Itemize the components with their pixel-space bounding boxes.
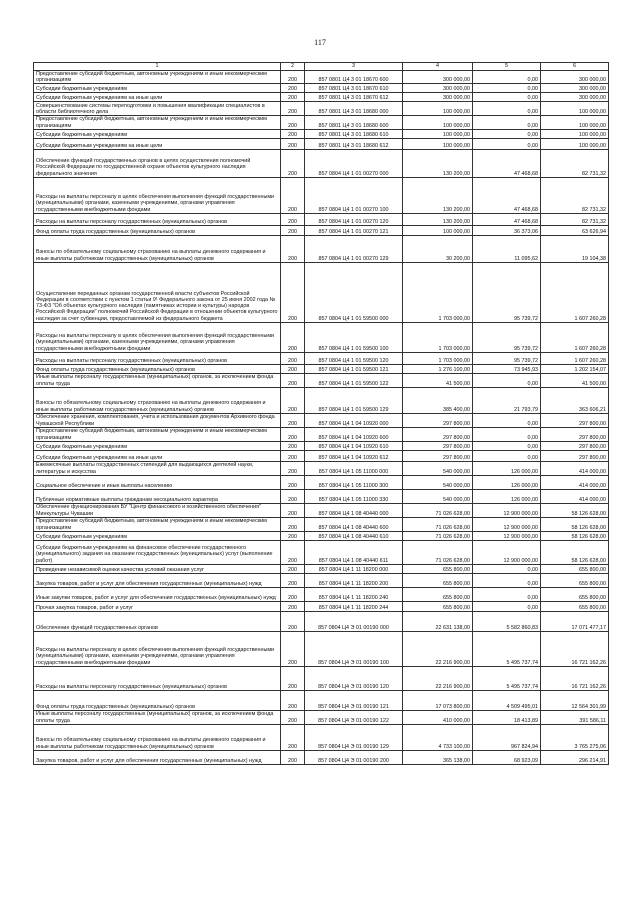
table-row bbox=[34, 710, 609, 724]
table-row bbox=[34, 724, 609, 750]
table-row bbox=[34, 149, 609, 177]
row-rest: 414 000,00 bbox=[541, 489, 609, 503]
row-rest: 12 564 301,99 bbox=[541, 690, 609, 710]
row-code: 200 bbox=[281, 102, 305, 116]
table-row bbox=[34, 573, 609, 587]
row-fact: 12 900 000,00 bbox=[473, 503, 541, 517]
row-kbk: 857 0804 Ц4 1 01 59500 121 bbox=[305, 364, 403, 373]
row-kbk: 857 0804 Ц4 1 04 10920 610 bbox=[305, 441, 403, 450]
table-row bbox=[34, 177, 609, 213]
row-rest: 3 765 275,06 bbox=[541, 724, 609, 750]
table-row bbox=[34, 71, 609, 84]
row-code: 200 bbox=[281, 427, 305, 441]
row-fact: 95 739,72 bbox=[473, 322, 541, 352]
row-code: 200 bbox=[281, 587, 305, 601]
row-code: 200 bbox=[281, 235, 305, 262]
row-plan: 17 073 800,00 bbox=[403, 690, 473, 710]
row-kbk: 857 0804 Ц4 1 11 18200 000 bbox=[305, 564, 403, 573]
row-plan: 100 000,00 bbox=[403, 225, 473, 235]
row-rest: 414 000,00 bbox=[541, 461, 609, 475]
row-plan: 540 000,00 bbox=[403, 461, 473, 475]
row-name: Ежемесячные выплаты государственных стипендий для выдающихся деятелей науки, литературы и искусства bbox=[34, 461, 281, 475]
table-row bbox=[34, 413, 609, 427]
row-name: Прочая закупка товаров, работ и услуг bbox=[34, 601, 281, 611]
row-plan: 655 800,00 bbox=[403, 573, 473, 587]
row-name: Проведение независимой оценки качества условий оказания услуг bbox=[34, 564, 281, 573]
row-plan: 300 000,00 bbox=[403, 84, 473, 93]
table-row bbox=[34, 84, 609, 93]
row-code: 200 bbox=[281, 262, 305, 322]
row-plan: 100 000,00 bbox=[403, 116, 473, 129]
row-fact: 5 495 737,74 bbox=[473, 631, 541, 666]
table-row bbox=[34, 441, 609, 450]
table-row bbox=[34, 225, 609, 235]
row-code: 200 bbox=[281, 750, 305, 764]
row-name: Обеспечение хранения, комплектования, учета и использования документов Архивного фонда Чувашской Республики bbox=[34, 413, 281, 427]
row-code: 200 bbox=[281, 225, 305, 235]
row-kbk: 857 0804 Ц4 Э 01 00190 200 bbox=[305, 750, 403, 764]
header-col-4: 4 bbox=[403, 63, 473, 71]
table-row bbox=[34, 427, 609, 441]
row-rest: 82 731,32 bbox=[541, 213, 609, 225]
row-kbk: 857 0804 Ц4 1 01 00270 121 bbox=[305, 225, 403, 235]
row-name: Обеспечение функций государственных органов bbox=[34, 611, 281, 631]
row-rest: 1 607 260,28 bbox=[541, 322, 609, 352]
row-fact: 18 413,89 bbox=[473, 710, 541, 724]
page-number: 117 bbox=[314, 38, 326, 47]
row-name: Расходы на выплаты персоналу государственных (муниципальных) органов bbox=[34, 666, 281, 690]
row-kbk: 857 0804 Ц4 1 05 11000 300 bbox=[305, 475, 403, 489]
row-kbk: 857 0804 Ц4 1 11 18200 244 bbox=[305, 601, 403, 611]
row-name: Предоставление субсидий бюджетным, автономным учреждениям и иным некоммерческим организациям bbox=[34, 71, 281, 84]
row-name: Публичные нормативные выплаты гражданам несоциального характера bbox=[34, 489, 281, 503]
header-col-1: 1 bbox=[34, 63, 281, 71]
row-kbk: 857 0804 Ц4 1 01 59500 122 bbox=[305, 373, 403, 387]
row-rest: 58 126 628,00 bbox=[541, 540, 609, 564]
row-fact: 95 739,72 bbox=[473, 262, 541, 322]
row-plan: 297 800,00 bbox=[403, 427, 473, 441]
row-name: Субсидии бюджетным учреждениям bbox=[34, 441, 281, 450]
row-rest: 58 126 628,00 bbox=[541, 503, 609, 517]
row-rest: 16 721 162,26 bbox=[541, 666, 609, 690]
row-name: Фонд оплаты труда государственных (муниципальных) органов bbox=[34, 690, 281, 710]
row-name: Субсидии бюджетным учреждениям на иные цели bbox=[34, 450, 281, 461]
row-kbk: 857 0804 Ц4 Э 01 00190 000 bbox=[305, 611, 403, 631]
row-fact: 0,00 bbox=[473, 573, 541, 587]
row-kbk: 857 0801 Ц4 3 01 18680 612 bbox=[305, 138, 403, 149]
row-name: Расходы на выплаты персоналу государственных (муниципальных) органов bbox=[34, 213, 281, 225]
row-rest: 297 800,00 bbox=[541, 441, 609, 450]
row-name: Субсидии бюджетным учреждениям bbox=[34, 84, 281, 93]
table-row bbox=[34, 503, 609, 517]
row-code: 200 bbox=[281, 373, 305, 387]
row-plan: 71 026 628,00 bbox=[403, 540, 473, 564]
row-code: 200 bbox=[281, 71, 305, 84]
row-rest: 300 000,00 bbox=[541, 84, 609, 93]
row-code: 200 bbox=[281, 84, 305, 93]
row-kbk: 857 0801 Ц4 3 01 18670 612 bbox=[305, 93, 403, 102]
row-rest: 297 800,00 bbox=[541, 413, 609, 427]
table-row bbox=[34, 373, 609, 387]
row-plan: 130 200,00 bbox=[403, 177, 473, 213]
row-kbk: 857 0804 Ц4 Э 01 00190 100 bbox=[305, 631, 403, 666]
row-name: Расходы на выплаты персоналу в целях обеспечения выполнения функций государственными (муниципальными) органами, казенными учреждениями, органами управления государственными внебюджетными фондами bbox=[34, 322, 281, 352]
table-row bbox=[34, 750, 609, 764]
row-name: Расходы на выплаты персоналу государственных (муниципальных) органов bbox=[34, 352, 281, 364]
row-code: 200 bbox=[281, 461, 305, 475]
row-kbk: 857 0804 Ц4 1 01 59500 100 bbox=[305, 322, 403, 352]
row-code: 200 bbox=[281, 322, 305, 352]
row-fact: 0,00 bbox=[473, 93, 541, 102]
row-fact: 47 468,68 bbox=[473, 177, 541, 213]
row-fact: 0,00 bbox=[473, 427, 541, 441]
row-plan: 41 500,00 bbox=[403, 373, 473, 387]
table-row bbox=[34, 517, 609, 531]
row-plan: 100 000,00 bbox=[403, 138, 473, 149]
row-code: 200 bbox=[281, 489, 305, 503]
table-row bbox=[34, 631, 609, 666]
row-kbk: 857 0804 Ц4 Э 01 00190 121 bbox=[305, 690, 403, 710]
row-plan: 365 138,00 bbox=[403, 750, 473, 764]
row-rest: 100 000,00 bbox=[541, 138, 609, 149]
row-plan: 4 733 100,00 bbox=[403, 724, 473, 750]
row-kbk: 857 0801 Ц4 3 01 18670 600 bbox=[305, 71, 403, 84]
row-name: Предоставление субсидий бюджетным, автономным учреждениям и иным некоммерческим организациям bbox=[34, 116, 281, 129]
row-kbk: 857 0801 Ц4 3 01 18680 610 bbox=[305, 129, 403, 138]
row-fact: 21 793,79 bbox=[473, 387, 541, 413]
row-name: Расходы на выплаты персоналу в целях обеспечения выполнения функций государственными (муниципальными) органами, казенными учреждениями, органами управления государственными внебюджетными фондами bbox=[34, 631, 281, 666]
table-row bbox=[34, 564, 609, 573]
row-kbk: 857 0804 Ц4 1 01 59500 129 bbox=[305, 387, 403, 413]
row-code: 200 bbox=[281, 503, 305, 517]
row-fact: 0,00 bbox=[473, 116, 541, 129]
row-plan: 22 216 900,00 bbox=[403, 631, 473, 666]
row-rest: 1 607 260,28 bbox=[541, 262, 609, 322]
row-code: 200 bbox=[281, 517, 305, 531]
row-plan: 1 703 000,00 bbox=[403, 262, 473, 322]
row-name: Обеспечение функций государственных органов в целях осуществления полномочий Российской Федерации по государственной охране объектов культурного наследия федерального значения bbox=[34, 149, 281, 177]
row-kbk: 857 0801 Ц4 3 01 18680 600 bbox=[305, 116, 403, 129]
row-code: 200 bbox=[281, 93, 305, 102]
row-rest: 19 104,38 bbox=[541, 235, 609, 262]
row-name: Расходы на выплаты персоналу в целях обеспечения выполнения функций государственными (муниципальными) органами, казенными учреждениями, органами управления государственными внебюджетными фондами bbox=[34, 177, 281, 213]
row-plan: 300 000,00 bbox=[403, 71, 473, 84]
row-fact: 47 468,68 bbox=[473, 213, 541, 225]
row-plan: 655 800,00 bbox=[403, 601, 473, 611]
row-kbk: 857 0801 Ц4 3 01 18670 610 bbox=[305, 84, 403, 93]
row-code: 200 bbox=[281, 213, 305, 225]
row-code: 200 bbox=[281, 177, 305, 213]
row-kbk: 857 0804 Ц4 1 05 11000 000 bbox=[305, 461, 403, 475]
row-plan: 71 026 628,00 bbox=[403, 503, 473, 517]
row-plan: 655 800,00 bbox=[403, 564, 473, 573]
row-code: 200 bbox=[281, 531, 305, 540]
row-fact: 0,00 bbox=[473, 441, 541, 450]
row-code: 200 bbox=[281, 690, 305, 710]
row-kbk: 857 0804 Ц4 Э 01 00190 122 bbox=[305, 710, 403, 724]
row-code: 200 bbox=[281, 724, 305, 750]
budget-table bbox=[33, 62, 609, 765]
row-name: Субсидии бюджетным учреждениям на иные цели bbox=[34, 138, 281, 149]
row-kbk: 857 0804 Ц4 1 05 11000 330 bbox=[305, 489, 403, 503]
row-plan: 130 200,00 bbox=[403, 213, 473, 225]
row-kbk: 857 0804 Ц4 Э 01 00190 129 bbox=[305, 724, 403, 750]
row-code: 200 bbox=[281, 601, 305, 611]
table-row bbox=[34, 213, 609, 225]
row-plan: 130 200,00 bbox=[403, 149, 473, 177]
row-name: Взносы по обязательному социальному страхованию на выплаты денежного содержания и иные выплаты работникам государственных (муниципальных) органов bbox=[34, 387, 281, 413]
row-rest: 17 071 477,17 bbox=[541, 611, 609, 631]
row-rest: 58 126 628,00 bbox=[541, 531, 609, 540]
row-fact: 967 824,94 bbox=[473, 724, 541, 750]
row-code: 200 bbox=[281, 364, 305, 373]
row-kbk: 857 0804 Ц4 Э 01 00190 120 bbox=[305, 666, 403, 690]
row-fact: 0,00 bbox=[473, 84, 541, 93]
row-code: 200 bbox=[281, 413, 305, 427]
row-rest: 655 800,00 bbox=[541, 587, 609, 601]
table-row bbox=[34, 129, 609, 138]
row-rest: 1 202 154,07 bbox=[541, 364, 609, 373]
row-kbk: 857 0804 Ц4 1 01 59500 120 bbox=[305, 352, 403, 364]
row-plan: 100 000,00 bbox=[403, 102, 473, 116]
row-plan: 71 026 628,00 bbox=[403, 531, 473, 540]
row-plan: 410 000,00 bbox=[403, 710, 473, 724]
row-fact: 0,00 bbox=[473, 373, 541, 387]
row-kbk: 857 0804 Ц4 1 08 40440 000 bbox=[305, 503, 403, 517]
row-kbk: 857 0804 Ц4 1 11 18200 200 bbox=[305, 573, 403, 587]
row-name: Предоставление субсидий бюджетным, автономным учреждениям и иным некоммерческим организациям bbox=[34, 427, 281, 441]
row-kbk: 857 0801 Ц4 3 01 18680 000 bbox=[305, 102, 403, 116]
table-row bbox=[34, 102, 609, 116]
row-code: 200 bbox=[281, 573, 305, 587]
row-code: 200 bbox=[281, 540, 305, 564]
table-row bbox=[34, 540, 609, 564]
table-row bbox=[34, 138, 609, 149]
row-rest: 58 126 628,00 bbox=[541, 517, 609, 531]
row-name: Обеспечение функционирования БУ "Центр финансового и хозяйственного обеспечения" Минкультуры Чувашии bbox=[34, 503, 281, 517]
row-fact: 126 000,00 bbox=[473, 475, 541, 489]
row-fact: 5 495 737,74 bbox=[473, 666, 541, 690]
row-rest: 363 606,21 bbox=[541, 387, 609, 413]
header-col-2: 2 bbox=[281, 63, 305, 71]
row-fact: 0,00 bbox=[473, 129, 541, 138]
row-plan: 22 631 138,00 bbox=[403, 611, 473, 631]
row-kbk: 857 0804 Ц4 1 01 00270 000 bbox=[305, 149, 403, 177]
row-plan: 540 000,00 bbox=[403, 475, 473, 489]
table-row bbox=[34, 666, 609, 690]
row-name: Совершенствование системы переподготовки и повышения квалификации специалистов в области библиотечного дела bbox=[34, 102, 281, 116]
row-code: 200 bbox=[281, 387, 305, 413]
row-fact: 11 095,62 bbox=[473, 235, 541, 262]
row-name: Фонд оплаты труда государственных (муниципальных) органов bbox=[34, 364, 281, 373]
row-plan: 1 276 100,00 bbox=[403, 364, 473, 373]
row-plan: 100 000,00 bbox=[403, 129, 473, 138]
row-fact: 95 739,72 bbox=[473, 352, 541, 364]
table-row bbox=[34, 116, 609, 129]
row-name: Субсидии бюджетным учреждениям bbox=[34, 129, 281, 138]
row-code: 200 bbox=[281, 441, 305, 450]
table-row bbox=[34, 235, 609, 262]
row-code: 200 bbox=[281, 450, 305, 461]
row-rest: 300 000,00 bbox=[541, 71, 609, 84]
row-plan: 297 800,00 bbox=[403, 450, 473, 461]
row-kbk: 857 0804 Ц4 1 01 00270 120 bbox=[305, 213, 403, 225]
row-fact: 0,00 bbox=[473, 138, 541, 149]
row-fact: 0,00 bbox=[473, 71, 541, 84]
row-code: 200 bbox=[281, 631, 305, 666]
row-code: 200 bbox=[281, 352, 305, 364]
row-plan: 22 216 900,00 bbox=[403, 666, 473, 690]
table-row bbox=[34, 364, 609, 373]
row-name: Закупка товаров, работ и услуг для обеспечения государственных (муниципальных) нужд bbox=[34, 750, 281, 764]
row-fact: 73 945,93 bbox=[473, 364, 541, 373]
row-fact: 126 000,00 bbox=[473, 489, 541, 503]
row-name: Иные закупки товаров, работ и услуг для обеспечения государственных (муниципальных) нужд bbox=[34, 587, 281, 601]
row-name: Субсидии бюджетным учреждениям bbox=[34, 531, 281, 540]
row-rest: 297 800,00 bbox=[541, 450, 609, 461]
table-row bbox=[34, 587, 609, 601]
row-rest: 297 800,00 bbox=[541, 427, 609, 441]
row-code: 200 bbox=[281, 129, 305, 138]
row-rest: 100 000,00 bbox=[541, 116, 609, 129]
row-rest: 655 800,00 bbox=[541, 564, 609, 573]
row-plan: 655 800,00 bbox=[403, 587, 473, 601]
header-col-6: 6 bbox=[541, 63, 609, 71]
table-row bbox=[34, 475, 609, 489]
row-rest: 82 731,32 bbox=[541, 149, 609, 177]
row-plan: 1 703 000,00 bbox=[403, 322, 473, 352]
row-rest: 63 626,94 bbox=[541, 225, 609, 235]
table-row bbox=[34, 690, 609, 710]
row-code: 200 bbox=[281, 116, 305, 129]
row-name: Взносы по обязательному социальному страхованию на выплаты денежного содержания и иные выплаты работникам государственных (муниципальных) органов bbox=[34, 235, 281, 262]
row-rest: 655 800,00 bbox=[541, 601, 609, 611]
row-rest: 100 000,00 bbox=[541, 102, 609, 116]
header-col-3: 3 bbox=[305, 63, 403, 71]
row-name: Иные выплаты персоналу государственных (муниципальных) органов, за исключением фонда оплаты труда bbox=[34, 710, 281, 724]
row-fact: 0,00 bbox=[473, 102, 541, 116]
row-plan: 385 400,00 bbox=[403, 387, 473, 413]
table-row bbox=[34, 262, 609, 322]
row-code: 200 bbox=[281, 475, 305, 489]
table-row bbox=[34, 531, 609, 540]
row-rest: 16 721 162,26 bbox=[541, 631, 609, 666]
table-row bbox=[34, 352, 609, 364]
row-rest: 414 000,00 bbox=[541, 475, 609, 489]
row-name: Иные выплаты персоналу государственных (муниципальных) органов, за исключением фонда оплаты труда bbox=[34, 373, 281, 387]
row-rest: 82 731,32 bbox=[541, 177, 609, 213]
table-row bbox=[34, 611, 609, 631]
row-fact: 0,00 bbox=[473, 564, 541, 573]
row-fact: 126 000,00 bbox=[473, 461, 541, 475]
row-fact: 12 900 000,00 bbox=[473, 540, 541, 564]
row-name: Осуществление переданных органам государственной власти субъектов Российской Федерации в соответствии с пунктом 1 статьи 9¹ Федерального закона от 25 июня 2002 года № 73-ФЗ "Об объектах культурного наследия (памятниках истории и культуры) народов Российской Федерации" полномочий Российской Федерации в отношении объектов культурного наследия за счет субвенции, предоставляемой из федерального бюджета bbox=[34, 262, 281, 322]
row-plan: 1 703 000,00 bbox=[403, 352, 473, 364]
row-rest: 1 607 260,28 bbox=[541, 352, 609, 364]
row-code: 200 bbox=[281, 138, 305, 149]
row-fact: 5 582 860,83 bbox=[473, 611, 541, 631]
row-rest: 41 500,00 bbox=[541, 373, 609, 387]
row-kbk: 857 0804 Ц4 1 04 10920 612 bbox=[305, 450, 403, 461]
row-kbk: 857 0804 Ц4 1 08 40440 600 bbox=[305, 517, 403, 531]
row-kbk: 857 0804 Ц4 1 01 59500 000 bbox=[305, 262, 403, 322]
table-row bbox=[34, 461, 609, 475]
row-fact: 12 900 000,00 bbox=[473, 531, 541, 540]
row-name: Социальное обеспечение и иные выплаты населению bbox=[34, 475, 281, 489]
row-code: 200 bbox=[281, 564, 305, 573]
row-kbk: 857 0804 Ц4 1 08 40440 610 bbox=[305, 531, 403, 540]
table-row bbox=[34, 322, 609, 352]
header-col-5: 5 bbox=[473, 63, 541, 71]
table-body bbox=[34, 71, 609, 765]
row-fact: 4 509 495,01 bbox=[473, 690, 541, 710]
row-plan: 540 000,00 bbox=[403, 489, 473, 503]
row-kbk: 857 0804 Ц4 1 01 00270 100 bbox=[305, 177, 403, 213]
table-row bbox=[34, 601, 609, 611]
row-fact: 47 468,68 bbox=[473, 149, 541, 177]
row-plan: 300 000,00 bbox=[403, 93, 473, 102]
row-fact: 12 900 000,00 bbox=[473, 517, 541, 531]
table-row bbox=[34, 450, 609, 461]
row-rest: 655 800,00 bbox=[541, 573, 609, 587]
table-row bbox=[34, 93, 609, 102]
row-name: Взносы по обязательному социальному страхованию на выплаты денежного содержания и иные выплаты работникам государственных (муниципальных) органов bbox=[34, 724, 281, 750]
row-rest: 100 000,00 bbox=[541, 129, 609, 138]
row-rest: 391 586,11 bbox=[541, 710, 609, 724]
row-rest: 296 214,91 bbox=[541, 750, 609, 764]
row-code: 200 bbox=[281, 149, 305, 177]
row-plan: 297 800,00 bbox=[403, 441, 473, 450]
row-rest: 300 000,00 bbox=[541, 93, 609, 102]
row-code: 200 bbox=[281, 666, 305, 690]
row-plan: 71 026 628,00 bbox=[403, 517, 473, 531]
row-kbk: 857 0804 Ц4 1 11 18200 240 bbox=[305, 587, 403, 601]
row-fact: 0,00 bbox=[473, 601, 541, 611]
row-name: Субсидии бюджетным учреждениям на финансовое обеспечение государственного (муниципального) задания на оказание государственных (муниципальных) услуг (выполнение работ) bbox=[34, 540, 281, 564]
table-row bbox=[34, 387, 609, 413]
header-row bbox=[34, 63, 609, 71]
row-fact: 0,00 bbox=[473, 450, 541, 461]
table-row bbox=[34, 489, 609, 503]
row-code: 200 bbox=[281, 611, 305, 631]
row-fact: 0,00 bbox=[473, 587, 541, 601]
row-name: Фонд оплаты труда государственных (муниципальных) органов bbox=[34, 225, 281, 235]
row-fact: 68 923,09 bbox=[473, 750, 541, 764]
row-plan: 30 200,00 bbox=[403, 235, 473, 262]
row-fact: 0,00 bbox=[473, 413, 541, 427]
row-name: Закупка товаров, работ и услуг для обеспечения государственных (муниципальных) нужд bbox=[34, 573, 281, 587]
row-kbk: 857 0804 Ц4 1 04 10920 600 bbox=[305, 427, 403, 441]
row-code: 200 bbox=[281, 710, 305, 724]
row-plan: 297 800,00 bbox=[403, 413, 473, 427]
row-kbk: 857 0804 Ц4 1 08 40440 611 bbox=[305, 540, 403, 564]
row-name: Предоставление субсидий бюджетным, автономным учреждениям и иным некоммерческим организациям bbox=[34, 517, 281, 531]
row-name: Субсидии бюджетным учреждениям на иные цели bbox=[34, 93, 281, 102]
row-fact: 36 373,06 bbox=[473, 225, 541, 235]
row-kbk: 857 0804 Ц4 1 01 00270 129 bbox=[305, 235, 403, 262]
row-kbk: 857 0804 Ц4 1 04 10920 000 bbox=[305, 413, 403, 427]
